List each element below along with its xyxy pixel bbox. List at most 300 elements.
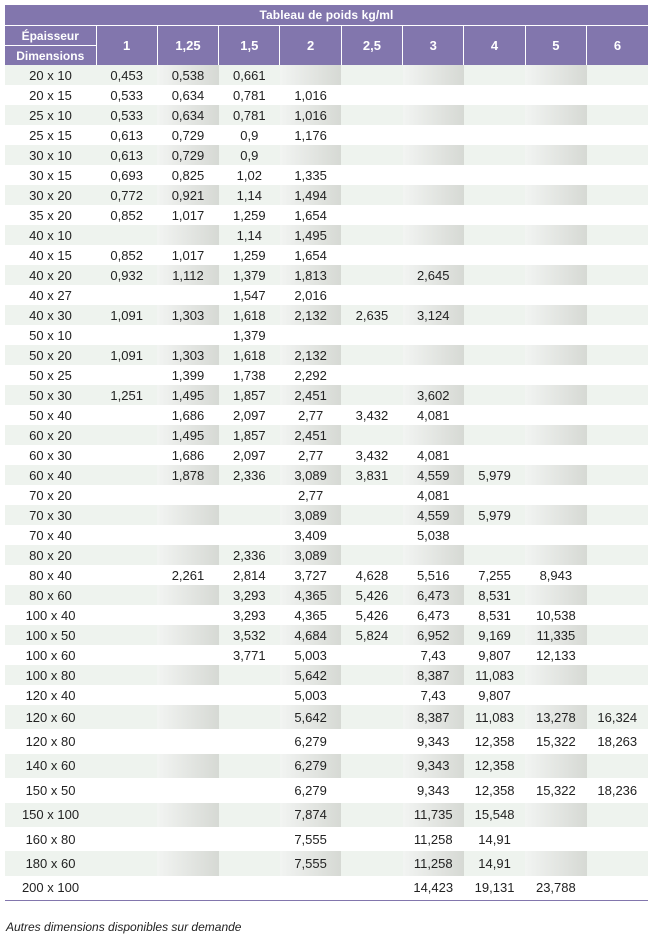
header-epaisseur: Épaisseur: [5, 26, 96, 46]
weight-cell: [587, 565, 648, 585]
dimension-cell: 100 x 60: [5, 645, 96, 665]
weight-cell: [157, 625, 218, 645]
weight-cell: [157, 285, 218, 305]
weight-cell: 1,251: [96, 385, 157, 405]
weight-cell: [525, 265, 586, 285]
weight-cell: [587, 754, 648, 778]
weight-cell: 1,379: [219, 265, 280, 285]
table-row: [5, 851, 648, 875]
weight-cell: [464, 545, 525, 565]
weight-cell: [341, 645, 402, 665]
weight-cell: 7,43: [403, 685, 464, 705]
weight-cell: [157, 705, 218, 729]
weight-cell: [341, 85, 402, 105]
weight-cell: 4,081: [403, 445, 464, 465]
weight-cell: 6,279: [280, 754, 341, 778]
dimension-cell: 100 x 40: [5, 605, 96, 625]
weight-cell: 7,255: [464, 565, 525, 585]
weight-cell: [219, 729, 280, 753]
weight-cell: [219, 705, 280, 729]
weight-cell: [341, 265, 402, 285]
table-row: [5, 345, 648, 365]
weight-cell: [403, 345, 464, 365]
weight-cell: [587, 285, 648, 305]
weight-cell: [341, 285, 402, 305]
weight-cell: 7,43: [403, 645, 464, 665]
weight-cell: [403, 85, 464, 105]
weight-cell: 3,089: [280, 505, 341, 525]
weight-cell: [525, 827, 586, 851]
weight-cell: [464, 365, 525, 385]
weight-cell: 1,547: [219, 285, 280, 305]
weight-cell: 6,952: [403, 625, 464, 645]
weight-cell: [96, 445, 157, 465]
table-row: [5, 385, 648, 405]
weight-cell: 2,451: [280, 425, 341, 445]
weight-cell: [96, 705, 157, 729]
column-header: 3: [403, 26, 464, 66]
weight-cell: 4,081: [403, 485, 464, 505]
weight-cell: 4,365: [280, 585, 341, 605]
table-row: [5, 165, 648, 185]
weight-cell: [157, 729, 218, 753]
weight-cell: [341, 325, 402, 345]
weight-cell: [96, 729, 157, 753]
weight-cell: [587, 225, 648, 245]
dimension-cell: 80 x 40: [5, 565, 96, 585]
weight-cell: 3,409: [280, 525, 341, 545]
weight-cell: [525, 465, 586, 485]
dimension-cell: 150 x 50: [5, 778, 96, 802]
weight-cell: 0,772: [96, 185, 157, 205]
table-row: [5, 225, 648, 245]
table-row: [5, 605, 648, 625]
weight-cell: [341, 425, 402, 445]
weight-cell: 7,555: [280, 827, 341, 851]
weight-cell: [96, 225, 157, 245]
weight-cell: [525, 803, 586, 827]
weight-cell: 15,322: [525, 729, 586, 753]
weight-cell: [403, 65, 464, 85]
weight-cell: [587, 625, 648, 645]
column-header: 1,5: [219, 26, 280, 66]
dimension-cell: 30 x 20: [5, 185, 96, 205]
weight-cell: [219, 803, 280, 827]
weight-cell: 11,083: [464, 705, 525, 729]
weight-cell: [96, 665, 157, 685]
table-row: [5, 729, 648, 753]
weight-cell: [157, 225, 218, 245]
weight-cell: [525, 185, 586, 205]
weight-cell: 9,169: [464, 625, 525, 645]
weight-cell: 2,77: [280, 445, 341, 465]
weight-cell: [587, 851, 648, 875]
weight-cell: [525, 65, 586, 85]
weight-cell: [219, 754, 280, 778]
weight-cell: 2,645: [403, 265, 464, 285]
dimension-cell: 40 x 30: [5, 305, 96, 325]
table-row: [5, 565, 648, 585]
weight-cell: [587, 185, 648, 205]
dimension-cell: 25 x 10: [5, 105, 96, 125]
weight-cell: 8,387: [403, 705, 464, 729]
weight-cell: [96, 605, 157, 625]
weight-cell: 1,091: [96, 305, 157, 325]
weight-cell: 1,495: [157, 385, 218, 405]
table-row: [5, 265, 648, 285]
weight-cell: 15,548: [464, 803, 525, 827]
weight-cell: 5,426: [341, 585, 402, 605]
weight-cell: [464, 245, 525, 265]
weight-cell: [96, 645, 157, 665]
weight-cell: 3,532: [219, 625, 280, 645]
dimension-cell: 50 x 20: [5, 345, 96, 365]
weight-cell: [464, 125, 525, 145]
weight-cell: [219, 525, 280, 545]
weight-cell: [96, 851, 157, 875]
dimension-cell: 120 x 40: [5, 685, 96, 705]
weight-cell: [587, 305, 648, 325]
weight-cell: [525, 485, 586, 505]
header-dimensions: Dimensions: [5, 46, 96, 66]
weight-cell: [157, 605, 218, 625]
table-row: [5, 465, 648, 485]
table-row: [5, 754, 648, 778]
table-row: [5, 325, 648, 345]
weight-cell: [464, 385, 525, 405]
weight-cell: [587, 605, 648, 625]
weight-cell: [587, 125, 648, 145]
table-row: [5, 185, 648, 205]
weight-cell: [341, 685, 402, 705]
weight-cell: [403, 545, 464, 565]
table-row: [5, 305, 648, 325]
weight-cell: [464, 185, 525, 205]
weight-cell: [525, 685, 586, 705]
weight-cell: 14,91: [464, 851, 525, 875]
weight-cell: 2,635: [341, 305, 402, 325]
weight-cell: 2,814: [219, 565, 280, 585]
weight-cell: 1,494: [280, 185, 341, 205]
weight-cell: [96, 425, 157, 445]
table-row: [5, 285, 648, 305]
weight-cell: [403, 425, 464, 445]
weight-cell: 0,729: [157, 125, 218, 145]
weight-cell: [525, 145, 586, 165]
weight-cell: [587, 205, 648, 225]
weight-cell: 2,77: [280, 405, 341, 425]
weight-cell: 0,852: [96, 205, 157, 225]
weight-cell: 2,132: [280, 345, 341, 365]
weight-cell: [464, 205, 525, 225]
weight-cell: 6,279: [280, 778, 341, 802]
weight-cell: [157, 505, 218, 525]
weight-cell: [525, 405, 586, 425]
table-row: [5, 425, 648, 445]
table-title: Tableau de poids kg/ml: [5, 5, 648, 26]
weight-cell: [403, 325, 464, 345]
dimension-cell: 40 x 15: [5, 245, 96, 265]
weight-cell: 0,533: [96, 105, 157, 125]
weight-cell: [341, 385, 402, 405]
weight-cell: 4,559: [403, 505, 464, 525]
weight-cell: [96, 803, 157, 827]
weight-cell: [157, 485, 218, 505]
weight-cell: [96, 876, 157, 901]
weight-cell: 1,112: [157, 265, 218, 285]
weight-cell: 3,831: [341, 465, 402, 485]
weight-cell: 0,634: [157, 105, 218, 125]
weight-cell: 11,258: [403, 827, 464, 851]
weight-cell: [341, 525, 402, 545]
weight-cell: 1,259: [219, 245, 280, 265]
weight-cell: [587, 85, 648, 105]
dimension-cell: 120 x 60: [5, 705, 96, 729]
dimension-cell: 70 x 30: [5, 505, 96, 525]
weight-cell: 12,358: [464, 729, 525, 753]
weight-cell: [525, 365, 586, 385]
weight-cell: 1,259: [219, 205, 280, 225]
dimension-cell: 50 x 30: [5, 385, 96, 405]
weight-cell: [587, 145, 648, 165]
weight-cell: [403, 125, 464, 145]
weight-cell: [96, 827, 157, 851]
weight-cell: [157, 545, 218, 565]
weight-cell: 1,686: [157, 405, 218, 425]
weight-cell: 1,495: [157, 425, 218, 445]
weight-cell: [525, 851, 586, 875]
weight-cell: [280, 325, 341, 345]
weight-cell: [403, 285, 464, 305]
weight-cell: 9,807: [464, 645, 525, 665]
weight-cell: 0,932: [96, 265, 157, 285]
weight-cell: [525, 325, 586, 345]
dimension-cell: 80 x 20: [5, 545, 96, 565]
weight-cell: 1,335: [280, 165, 341, 185]
weight-cell: [96, 505, 157, 525]
weight-cell: [219, 851, 280, 875]
weight-cell: 0,9: [219, 125, 280, 145]
weight-cell: 0,538: [157, 65, 218, 85]
table-row: [5, 405, 648, 425]
weight-cell: 2,77: [280, 485, 341, 505]
weight-cell: 5,642: [280, 705, 341, 729]
weight-cell: [157, 325, 218, 345]
weight-cell: 3,727: [280, 565, 341, 585]
dimension-cell: 35 x 20: [5, 205, 96, 225]
weight-cell: 18,263: [587, 729, 648, 753]
weight-cell: [464, 105, 525, 125]
table-row: [5, 505, 648, 525]
dimension-cell: 80 x 60: [5, 585, 96, 605]
weight-cell: 2,097: [219, 445, 280, 465]
weight-cell: 5,824: [341, 625, 402, 645]
weight-cell: 1,857: [219, 425, 280, 445]
weight-cell: [341, 851, 402, 875]
table-row: [5, 876, 648, 901]
weight-cell: 3,771: [219, 645, 280, 665]
weight-cell: 1,303: [157, 305, 218, 325]
weight-cell: [341, 778, 402, 802]
weight-cell: [219, 665, 280, 685]
weight-cell: 1,176: [280, 125, 341, 145]
table-row: [5, 445, 648, 465]
weight-cell: 8,387: [403, 665, 464, 685]
weight-cell: [587, 665, 648, 685]
dimension-cell: 20 x 15: [5, 85, 96, 105]
table-row: [5, 545, 648, 565]
weight-cell: [587, 245, 648, 265]
dimension-cell: 20 x 10: [5, 65, 96, 85]
weight-cell: [525, 525, 586, 545]
weight-cell: [96, 405, 157, 425]
weight-cell: [403, 105, 464, 125]
weight-cell: [525, 205, 586, 225]
weight-cell: 16,324: [587, 705, 648, 729]
weight-cell: 0,661: [219, 65, 280, 85]
weight-cell: 11,083: [464, 665, 525, 685]
weight-cell: [587, 827, 648, 851]
weight-cell: [96, 585, 157, 605]
weight-cell: 6,473: [403, 605, 464, 625]
weight-cell: [280, 876, 341, 901]
dimension-cell: 25 x 15: [5, 125, 96, 145]
weight-cell: [96, 625, 157, 645]
weight-cell: [587, 345, 648, 365]
weight-cell: 4,684: [280, 625, 341, 645]
weight-cell: 14,91: [464, 827, 525, 851]
dimension-cell: 60 x 30: [5, 445, 96, 465]
weight-cell: 1,495: [280, 225, 341, 245]
weight-cell: 2,336: [219, 545, 280, 565]
weight-cell: [587, 505, 648, 525]
column-header: 1: [96, 26, 157, 66]
weight-cell: [525, 754, 586, 778]
weight-cell: [587, 105, 648, 125]
weight-cell: 1,303: [157, 345, 218, 365]
weight-cell: [157, 876, 218, 901]
weight-cell: 1,02: [219, 165, 280, 185]
table-row: [5, 85, 648, 105]
weight-cell: 1,016: [280, 85, 341, 105]
dimension-cell: 120 x 80: [5, 729, 96, 753]
weight-cell: 7,555: [280, 851, 341, 875]
weight-cell: [464, 305, 525, 325]
column-header: 2,5: [341, 26, 402, 66]
weight-cell: 0,781: [219, 85, 280, 105]
weight-cell: [587, 265, 648, 285]
weight-cell: [341, 245, 402, 265]
weight-cell: 18,236: [587, 778, 648, 802]
weight-cell: [341, 105, 402, 125]
weight-cell: [341, 165, 402, 185]
weight-cell: 5,038: [403, 525, 464, 545]
weight-cell: 3,293: [219, 585, 280, 605]
weight-cell: [96, 545, 157, 565]
weight-cell: 1,017: [157, 245, 218, 265]
table-row: [5, 205, 648, 225]
weight-cell: 0,852: [96, 245, 157, 265]
weight-cell: [219, 685, 280, 705]
dimension-cell: 40 x 20: [5, 265, 96, 285]
weight-cell: [587, 685, 648, 705]
weight-cell: 3,432: [341, 445, 402, 465]
weight-cell: 1,654: [280, 205, 341, 225]
weight-cell: [341, 803, 402, 827]
dimension-cell: 150 x 100: [5, 803, 96, 827]
weight-cell: 0,729: [157, 145, 218, 165]
weight-cell: 0,613: [96, 125, 157, 145]
dimension-cell: 40 x 10: [5, 225, 96, 245]
dimension-cell: 160 x 80: [5, 827, 96, 851]
weight-cell: 0,634: [157, 85, 218, 105]
weight-cell: [464, 445, 525, 465]
weight-cell: [403, 365, 464, 385]
table-row: [5, 585, 648, 605]
weight-cell: 8,531: [464, 585, 525, 605]
weight-cell: 9,343: [403, 778, 464, 802]
weight-cell: [96, 565, 157, 585]
column-header: 4: [464, 26, 525, 66]
weight-cell: [341, 485, 402, 505]
weight-cell: [403, 185, 464, 205]
weight-cell: [464, 285, 525, 305]
weight-cell: 9,807: [464, 685, 525, 705]
weight-cell: [525, 505, 586, 525]
weight-cell: [280, 145, 341, 165]
weight-cell: [157, 778, 218, 802]
weight-cell: [525, 245, 586, 265]
weight-cell: [341, 665, 402, 685]
table-row: [5, 685, 648, 705]
weight-cell: 2,261: [157, 565, 218, 585]
weight-cell: 1,686: [157, 445, 218, 465]
weight-cell: [587, 445, 648, 465]
weight-cell: [525, 225, 586, 245]
weight-cell: 0,693: [96, 165, 157, 185]
weight-cell: [219, 876, 280, 901]
weight-cell: [403, 245, 464, 265]
weight-cell: 8,943: [525, 565, 586, 585]
weight-cell: 5,516: [403, 565, 464, 585]
weight-cell: [157, 525, 218, 545]
weight-cell: [525, 585, 586, 605]
weight-cell: 2,132: [280, 305, 341, 325]
weight-cell: 0,781: [219, 105, 280, 125]
weight-cell: 9,343: [403, 754, 464, 778]
weight-cell: [525, 425, 586, 445]
weight-cell: [280, 65, 341, 85]
table-row: [5, 625, 648, 645]
weight-cell: 12,133: [525, 645, 586, 665]
dimension-cell: 50 x 25: [5, 365, 96, 385]
weight-cell: 3,089: [280, 545, 341, 565]
table-row: [5, 365, 648, 385]
weight-cell: 0,453: [96, 65, 157, 85]
dimension-cell: 50 x 10: [5, 325, 96, 345]
weight-cell: 11,258: [403, 851, 464, 875]
weight-cell: [341, 705, 402, 729]
table-row: [5, 105, 648, 125]
weight-cell: 1,618: [219, 305, 280, 325]
weight-cell: [464, 145, 525, 165]
weight-cell: [464, 425, 525, 445]
table-row: [5, 665, 648, 685]
weight-cell: [525, 105, 586, 125]
weight-cell: [341, 345, 402, 365]
weight-cell: [464, 405, 525, 425]
weight-cell: 15,322: [525, 778, 586, 802]
